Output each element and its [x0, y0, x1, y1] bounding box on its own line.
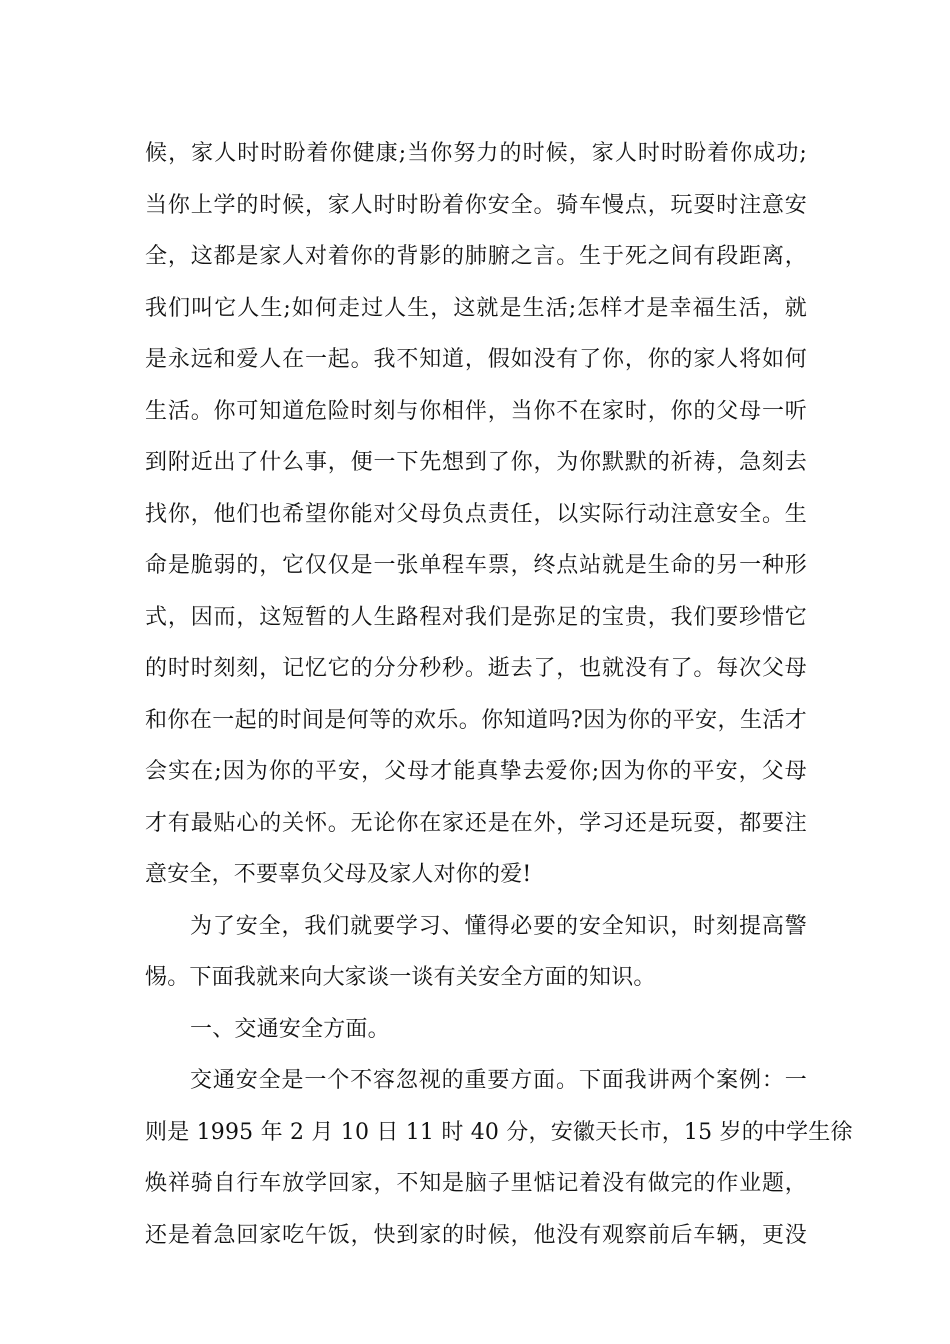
text-line: 找你，他们也希望你能对父母负点责任，以实际行动注意安全。生: [145, 501, 807, 527]
text-line: 和你在一起的时间是何等的欢乐。你知道吗?因为你的平安，生活才: [145, 707, 807, 733]
text-line: 才有最贴心的关怀。无论你在家还是在外，学习还是玩耍，都要注: [145, 810, 807, 836]
text-line: 会实在;因为你的平安，父母才能真挚去爱你;因为你的平安，父母: [145, 759, 807, 784]
text-line: 惕。下面我就来向大家谈一谈有关安全方面的知识。: [145, 965, 656, 990]
text-line: 焕祥骑自行车放学回家，不知是脑子里惦记着没有做完的作业题，: [145, 1171, 807, 1196]
text-line: 意安全，不要辜负父母及家人对你的爱!: [145, 862, 532, 887]
text-line: 当你上学的时候，家人时时盼着你安全。骑车慢点，玩耍时注意安: [145, 192, 807, 218]
text-line: 的时时刻刻，记忆它的分分秒秒。逝去了，也就没有了。每次父母: [145, 656, 807, 681]
paragraph-first-line: 为了安全，我们就要学习、懂得必要的安全知识，时刻提高警: [190, 913, 807, 939]
paragraph-first-line: 交通安全是一个不容忽视的重要方面。下面我讲两个案例：一: [190, 1068, 807, 1093]
text-line: 全，这都是家人对着你的背影的肺腑之言。生于死之间有段距离，: [145, 244, 807, 269]
text-line: 候，家人时时盼着你健康;当你努力的时候，家人时时盼着你成功;: [145, 141, 807, 166]
section-heading: 一、交通安全方面。: [190, 1016, 390, 1042]
text-line: 式，因而，这短暂的人生路程对我们是弥足的宝贵，我们要珍惜它: [145, 604, 807, 630]
text-line: 还是着急回家吃午饭，快到家的时候，他没有观察前后车辆，更没: [145, 1222, 807, 1248]
text-line: 则是 1995 年 2 月 10 日 11 时 40 分，安徽天长市，15 岁的中学生徐: [145, 1119, 853, 1145]
document-body: [145, 128, 853, 1261]
text-line: 到附近出了什么事，便一下先想到了你，为你默默的祈祷，急刻去: [145, 450, 807, 475]
text-line: 命是脆弱的，它仅仅是一张单程车票，终点站就是生命的另一种形: [145, 553, 807, 578]
text-line: 生活。你可知道危险时刻与你相伴，当你不在家时，你的父母一听: [145, 398, 807, 424]
text-line: 是永远和爱人在一起。我不知道，假如没有了你，你的家人将如何: [145, 347, 807, 372]
text-line: 我们叫它人生;如何走过人生，这就是生活;怎样才是幸福生活，就: [145, 295, 807, 321]
